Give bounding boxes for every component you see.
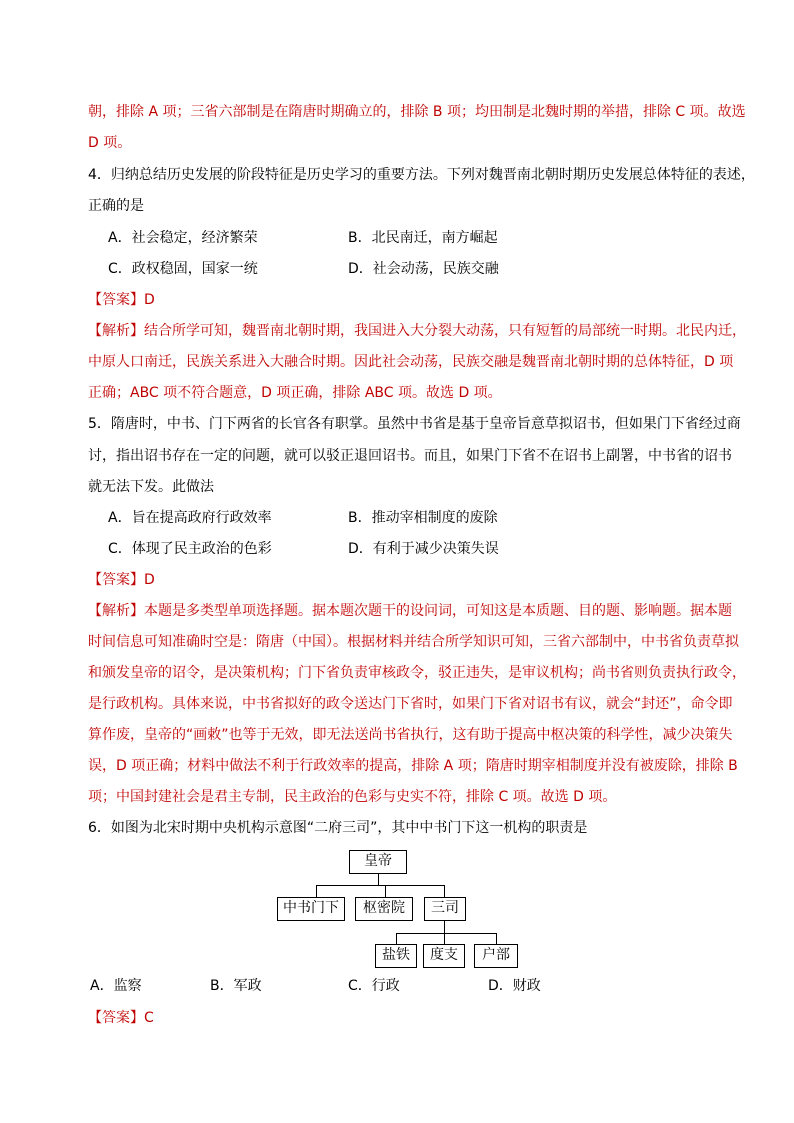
q5-answer xyxy=(88,570,728,590)
connector-line xyxy=(444,885,445,897)
q4-analysis-line-1: 【解析】结合所学可知，魏晋南北朝时期，我国进入大分裂大动荡，只有短暂的局部统一时期。北民内迁， xyxy=(88,323,746,339)
q4-answer xyxy=(88,290,728,310)
q5-analysis-line-1: 【解析】本题是多类型单项选择题。据本题次题干的设问词，可知这是本质题、目的题、影响题。据本题 xyxy=(88,603,732,619)
connector-line xyxy=(396,933,496,934)
q5-analysis-line-2: 时间信息可知准确时空是：隋唐（中国）。根据材料并结合所学知识可知，三省六部制中，中书省负责草拟 xyxy=(88,634,739,650)
connector-line xyxy=(444,933,445,944)
connector-line xyxy=(385,885,386,897)
prev-analysis-line-1: 朝，排除 A 项；三省六部制是在隋唐时期确立的，排除 B 项；均田制是北魏时期的举措，排除 C 项。故选 xyxy=(88,104,746,120)
box-emperor: 皇帝 xyxy=(349,850,407,874)
q5-option-b: B．推动宰相制度的废除 xyxy=(348,510,498,526)
q4-option-b: B．北民南迁，南方崛起 xyxy=(348,230,498,246)
q5-stem-line-1: 5．隋唐时，中书、门下两省的长官各有职掌。虽然中书省是基于皇帝旨意草拟诏书，但如果门下省经过商 xyxy=(88,416,741,432)
answer-tag: 【答案】 xyxy=(88,572,144,588)
q6-option-c: C．行政 xyxy=(348,978,400,994)
q5-analysis-line-5: 算作废，皇帝的“画敕”也等于无效，即无法送尚书省执行，这有助于提高中枢决策的科学性，减少决策失 xyxy=(88,727,733,743)
connector-line xyxy=(496,933,497,944)
q5-analysis-line-3: 和颁发皇帝的诏令，是决策机构；门下省负责审核政令，驳正违失，是审议机构；尚书省则负责执行政令， xyxy=(88,665,746,681)
q5-stem-line-2: 讨，指出诏书存在一定的问题，就可以驳正退回诏书。而且，如果门下省不在诏书上副署，中书省的诏书 xyxy=(88,448,732,464)
q5-stem-line-3: 就无法下发。此做法 xyxy=(88,479,214,495)
q6-option-b: B．军政 xyxy=(210,978,262,994)
connector-line xyxy=(444,921,445,933)
q6-option-d: D．财政 xyxy=(488,978,541,994)
q5-analysis-line-7: 项；中国封建社会是君主专制，民主政治的色彩与史实不符，排除 C 项。故选 D 项。 xyxy=(88,789,617,805)
q4-option-c: C．政权稳固，国家一统 xyxy=(108,261,258,277)
q4-option-a: A．社会稳定，经济繁荣 xyxy=(108,230,258,246)
q5-option-d: D．有利于减少决策失误 xyxy=(348,541,499,557)
q5-option-c: C．体现了民主政治的色彩 xyxy=(108,541,272,557)
q5-option-a: A．旨在提高政府行政效率 xyxy=(108,510,272,526)
box-yantie: 盐铁 xyxy=(375,944,417,968)
box-shumiyuan: 枢密院 xyxy=(355,897,413,921)
box-duzhi: 度支 xyxy=(423,944,465,968)
prev-analysis-line-2: D 项。 xyxy=(88,135,132,151)
box-zhongshu-menxia: 中书门下 xyxy=(277,897,345,921)
connector-line xyxy=(396,933,397,944)
q4-stem-line-1: 4．归纳总结历史发展的阶段特征是历史学习的重要方法。下列对魏晋南北朝时期历史发展总体特征的表述， xyxy=(88,167,755,183)
analysis-tag: 【解析】 xyxy=(88,323,144,339)
analysis-tag: 【解析】 xyxy=(88,603,144,619)
answer-tag: 【答案】 xyxy=(88,1010,144,1026)
answer-value: D xyxy=(144,572,155,588)
q6-stem: 6．如图为北宋时期中央机构示意图“二府三司”，其中中书门下这一机构的职责是 xyxy=(88,820,588,836)
q5-analysis-line-6: 误，D 项正确；材料中做法不利于行政效率的提高，排除 A 项；隋唐时期宰相制度并没有被废除，排除 B xyxy=(88,758,738,774)
q4-option-d: D．社会动荡，民族交融 xyxy=(348,261,499,277)
q4-analysis-line-3: 正确；ABC 项不符合题意，D 项正确，排除 ABC 项。故选 D 项。 xyxy=(88,385,502,401)
box-sansi: 三司 xyxy=(424,897,466,921)
answer-value: C xyxy=(144,1010,154,1026)
box-hubu: 户部 xyxy=(474,944,518,968)
answer-value: D xyxy=(144,292,155,308)
q5-analysis-line-4: 是行政机构。具体来说，中书省拟好的政令送达门下省时，如果门下省对诏书有议，就会“封还”，命令即 xyxy=(88,696,733,712)
connector-line xyxy=(316,885,444,886)
connector-line xyxy=(316,885,317,897)
q6-option-a: A．监察 xyxy=(90,978,142,994)
q6-answer xyxy=(88,1008,728,1028)
q4-stem-line-2: 正确的是 xyxy=(88,198,144,214)
q4-analysis-line-2: 中原人口南迁，民族关系进入大融合时期。因此社会动荡，民族交融是魏晋南北朝时期的总体特征，D 项 xyxy=(88,354,734,370)
connector-line xyxy=(378,874,379,885)
answer-tag: 【答案】 xyxy=(88,292,144,308)
